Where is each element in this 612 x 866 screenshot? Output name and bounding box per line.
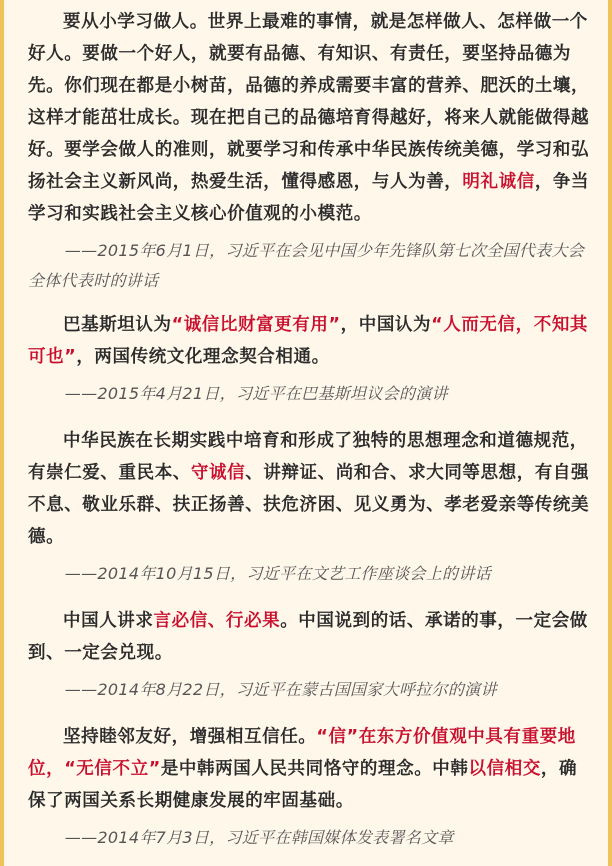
highlight-phrase: “信”在东方价值观中具有重要地位，“无信不立” bbox=[28, 727, 576, 779]
quote-segment: ，中国认为 bbox=[340, 315, 432, 335]
quote-segment: 要从小学习做人。世界上最难的事情，就是怎样做人、怎样做一个好人。要做一个好人，就要有品德、有知识、有责任，要坚持品德为先。你们现在都是小树苗，品德的养成需要丰富的营养、肥沃的土壤，这样才能茁壮成长。现在把自己的品德培育得越好，将来人就能做得越好。要学会做人的准则，就要学习和传承中华民族传统美德，学习和弘扬社会主义新风尚，热爱生活，懂得感恩，与人为善， bbox=[28, 12, 590, 192]
highlight-phrase: “诚信比财富更有用” bbox=[171, 315, 341, 335]
quote-block-2 bbox=[28, 309, 590, 409]
quote-block-1 bbox=[28, 6, 590, 296]
quote-segment: ，争当学习和实践社会主义核心价值观的小模范。 bbox=[28, 172, 590, 224]
highlight-phrase: “人而无信，不知其可也” bbox=[28, 315, 589, 367]
quote-source: ——2015年4月21日，习近平在巴基斯坦议会的演讲 bbox=[64, 384, 448, 403]
quote-segment: ，两国传统文化理念契合相通。 bbox=[76, 347, 330, 367]
quote-segment: 巴基斯坦认为 bbox=[63, 315, 172, 335]
quote-segment: 是中韩两国人民共同恪守的理念。中韩 bbox=[160, 759, 469, 779]
quote-segment: 中华民族在长期实践中培育和形成了独特的思想理念和道德规范，有崇仁爱、重民本、 bbox=[28, 431, 588, 483]
quote-text bbox=[28, 721, 590, 817]
highlight-phrase: 言必信、行必果 bbox=[153, 611, 281, 631]
quote-text bbox=[28, 6, 590, 230]
quote-block-3 bbox=[28, 425, 590, 589]
quote-segment: ，确保了两国关系长期健康发展的牢固基础。 bbox=[28, 759, 578, 811]
quote-text bbox=[28, 309, 590, 373]
quote-segment: 中国人讲求 bbox=[63, 611, 154, 631]
quote-text bbox=[28, 425, 590, 553]
highlight-phrase: 守诚信 bbox=[190, 463, 246, 483]
quote-source: ——2014年7月3日，习近平在韩国媒体发表署名文章 bbox=[64, 828, 454, 847]
quote-segment: 。中国说到的话、承诺的事，一定会做到、一定会兑现。 bbox=[28, 611, 588, 663]
quote-block-4 bbox=[28, 605, 590, 705]
quote-source: ——2014年10月15日，习近平在文艺工作座谈会上的讲话 bbox=[64, 564, 491, 583]
quote-source: ——2015年6月1日，习近平在会见中国少年先锋队第七次全国代表大会全体代表时的讲话 bbox=[28, 241, 585, 290]
left-border bbox=[0, 0, 4, 866]
quote-segment: 坚持睦邻友好，增强相互信任。 bbox=[63, 727, 317, 747]
quote-source: ——2014年8月22日，习近平在蒙古国国家大呼拉尔的演讲 bbox=[64, 680, 497, 699]
right-border bbox=[608, 0, 612, 866]
quote-text bbox=[28, 605, 590, 669]
quote-segment: 、讲辩证、尚和合、求大同等思想，有自强不息、敬业乐群、扶正扬善、扶危济困、见义勇为、孝老爱亲等传统美德。 bbox=[28, 463, 590, 547]
quotes-list bbox=[28, 6, 590, 853]
quote-block-5 bbox=[28, 721, 590, 853]
highlight-phrase: 明礼诚信 bbox=[462, 172, 535, 192]
highlight-phrase: 以信相交 bbox=[468, 759, 541, 779]
